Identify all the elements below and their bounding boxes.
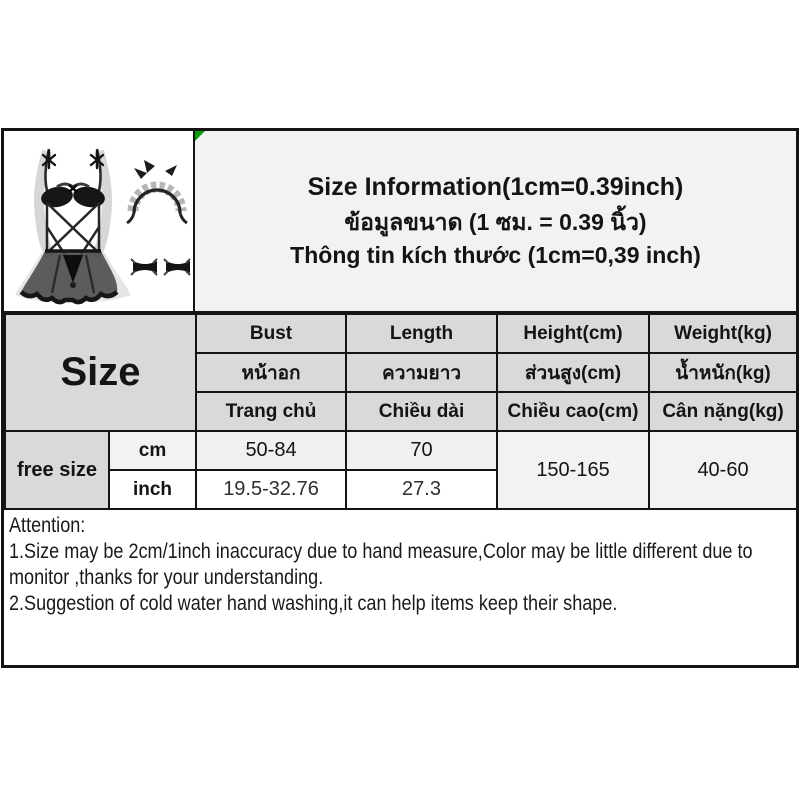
header-weight-en: Weight(kg) bbox=[649, 314, 797, 353]
lace-cuffs bbox=[131, 259, 190, 275]
header-bust-th: หน้าอก bbox=[196, 353, 346, 392]
cell-corner-marker bbox=[195, 131, 205, 141]
product-image-cell bbox=[4, 131, 195, 311]
title-thai: ข้อมูลขนาด (1 ซม. = 0.39 นิ้ว) bbox=[344, 208, 647, 235]
size-chart-box bbox=[1, 128, 799, 668]
top-section bbox=[4, 131, 796, 313]
title-vietnamese: Thông tin kích thước (1cm=0,39 inch) bbox=[290, 242, 701, 269]
length-cm-value: 70 bbox=[346, 431, 497, 470]
header-length-th: ความยาว bbox=[346, 353, 497, 392]
unit-inch-cell: inch bbox=[109, 470, 196, 509]
attention-note-2: 2.Suggestion of cold water hand washing,it can help items keep their shape. bbox=[9, 592, 618, 615]
size-header-cell: Size bbox=[5, 314, 196, 431]
strap-bows bbox=[43, 151, 103, 168]
header-height-th: ส่วนสูง(cm) bbox=[497, 353, 649, 392]
length-inch-value: 27.3 bbox=[346, 470, 497, 509]
product-photo-lingerie-set bbox=[7, 135, 191, 307]
header-length-en: Length bbox=[346, 314, 497, 353]
unit-cm-cell: cm bbox=[109, 431, 196, 470]
header-weight-vi: Cân nặng(kg) bbox=[649, 392, 797, 431]
header-row-en bbox=[5, 314, 797, 353]
header-length-vi: Chiều dài bbox=[346, 392, 497, 431]
attention-note-1: 1.Size may be 2cm/1inch inaccuracy due to hand measure,Color may be little different due to monitor ,thanks for your understanding. bbox=[9, 540, 753, 589]
title-english: Size Information(1cm=0.39inch) bbox=[307, 173, 684, 202]
bust-inch-value: 19.5-32.76 bbox=[196, 470, 346, 509]
header-bust-vi: Trang chủ bbox=[196, 392, 346, 431]
maid-headband bbox=[127, 160, 187, 223]
header-weight-th: น้ำหนัก(kg) bbox=[649, 353, 797, 392]
attention-heading: Attention: bbox=[9, 514, 86, 537]
size-table bbox=[4, 313, 798, 510]
height-value: 150-165 bbox=[497, 431, 649, 509]
attention-section bbox=[4, 510, 796, 665]
data-row-cm bbox=[5, 431, 797, 470]
bust-cm-value: 50-84 bbox=[196, 431, 346, 470]
header-bust-en: Bust bbox=[196, 314, 346, 353]
weight-value: 40-60 bbox=[649, 431, 797, 509]
header-height-vi: Chiều cao(cm) bbox=[497, 392, 649, 431]
header-height-en: Height(cm) bbox=[497, 314, 649, 353]
title-cell bbox=[195, 131, 796, 311]
free-size-cell: free size bbox=[5, 431, 109, 509]
